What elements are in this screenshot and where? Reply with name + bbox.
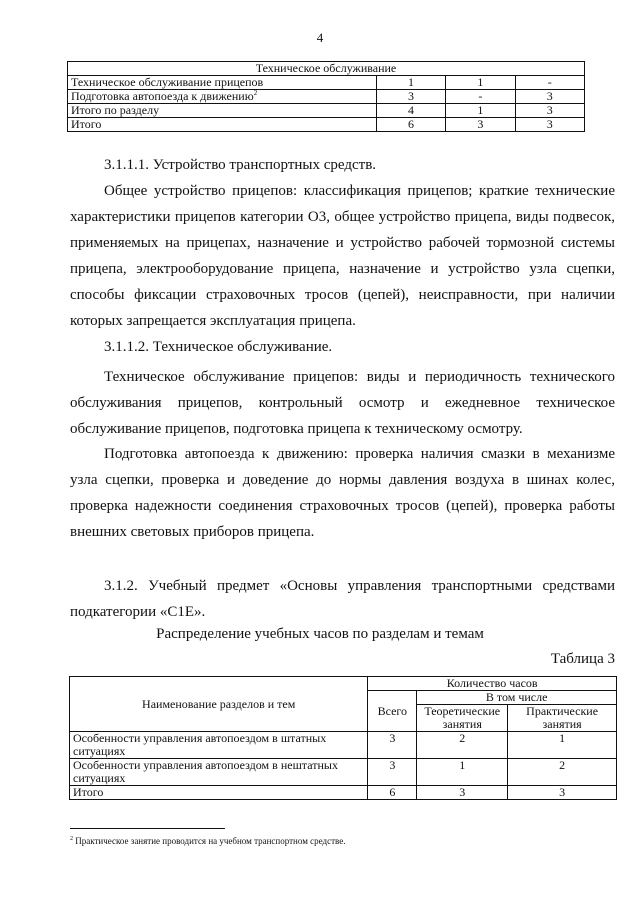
- row-name: Итого: [70, 786, 368, 800]
- row-total: 6: [368, 786, 417, 800]
- row-name: Итого: [68, 118, 377, 132]
- section-heading-3112: 3.1.1.2. Техническое обслуживание.: [104, 339, 333, 355]
- section-heading-3111: 3.1.1.1. Устройство транспортных средств.: [104, 157, 377, 173]
- row-theory: 3: [446, 118, 515, 132]
- footnote-divider: [70, 828, 225, 829]
- header-practice: Практические занятия: [508, 705, 617, 732]
- hours-distribution-table: [69, 676, 617, 800]
- row-name: Особенности управления автопоездом в штатных ситуациях: [70, 732, 368, 759]
- table-row: [68, 118, 585, 132]
- paragraph-road-train-prep: Подготовка автопоезда к движению: проверка наличия смазки в механизме узла сцепки, проверка и доведение до нормы давления воздуха в шинах колес, проверка надежности соединения страховочных тросов (цепей), проверка работы внешних световых приборов прицепа.: [70, 446, 615, 540]
- paragraph-maintenance: Техническое обслуживание прицепов: виды и периодичность технического обслуживания прицепов, контрольный осмотр и ежедневное техническое обслуживание прицепов, подготовка прицепа к техническому осмотру.: [70, 369, 615, 437]
- row-practice: 3: [515, 90, 584, 104]
- row-theory: 1: [446, 104, 515, 118]
- header-including: В том числе: [417, 691, 617, 705]
- table-row: [68, 76, 585, 90]
- table-row: [70, 786, 617, 800]
- row-total: 3: [368, 732, 417, 759]
- footnote-marker: 2: [253, 89, 258, 97]
- row-practice: 2: [508, 759, 617, 786]
- row-name: Особенности управления автопоездом в нештатных ситуациях: [70, 759, 368, 786]
- row-total: 6: [376, 118, 445, 132]
- table-row: [68, 104, 585, 118]
- maintenance-hours-table: [67, 61, 585, 132]
- footnote-text: Практическое занятие проводится на учебном транспортном средстве.: [73, 836, 346, 846]
- page-number: 4: [316, 30, 324, 45]
- table-header-row: [70, 677, 617, 691]
- row-practice: 3: [515, 118, 584, 132]
- row-name: Техническое обслуживание прицепов: [68, 76, 377, 90]
- row-theory: 1: [446, 76, 515, 90]
- row-theory: 1: [417, 759, 508, 786]
- row-practice: 3: [515, 104, 584, 118]
- footnote: [70, 836, 345, 846]
- row-theory: 2: [417, 732, 508, 759]
- header-hours: Количество часов: [368, 677, 617, 691]
- header-name: Наименование разделов и тем: [70, 677, 368, 732]
- table-row: [70, 759, 617, 786]
- row-name: Подготовка автопоезда к движению: [71, 89, 254, 103]
- header-theory: Теоретические занятия: [417, 705, 508, 732]
- paragraph-vehicle-structure: Общее устройство прицепов: классификация прицепов; краткие технические характеристики прицепов категории О3, общее устройство прицепа, виды подвесок, применяемых на прицепах, назначение и устройство рабочей тормозной системы прицепа, электрооборудование прицепа, назначение и устройство узла сцепки, способы фиксации страховочных тросов (цепей), неисправности, при наличии которых запрещается эксплуатация прицепа.: [70, 183, 615, 329]
- row-name-cell: [68, 90, 377, 104]
- table-header-row: [68, 62, 585, 76]
- row-name: Итого по разделу: [68, 104, 377, 118]
- header-total: Всего: [368, 691, 417, 732]
- row-practice: 1: [508, 732, 617, 759]
- distribution-title: Распределение учебных часов по разделам и темам: [156, 626, 484, 642]
- row-total: 1: [376, 76, 445, 90]
- row-total: 3: [368, 759, 417, 786]
- row-theory: 3: [417, 786, 508, 800]
- table-row: [68, 90, 585, 104]
- row-theory: -: [446, 90, 515, 104]
- row-total: 3: [376, 90, 445, 104]
- table-row: [70, 732, 617, 759]
- table-section-header: Техническое обслуживание: [68, 62, 585, 76]
- table-label: Таблица 3: [550, 651, 615, 667]
- row-total: 4: [376, 104, 445, 118]
- row-practice: 3: [508, 786, 617, 800]
- paragraph-subject-312: 3.1.2. Учебный предмет «Основы управления транспортными средствами подкатегории «С1Е».: [70, 578, 615, 620]
- footnote-marker: 2: [70, 836, 73, 842]
- row-practice: -: [515, 76, 584, 90]
